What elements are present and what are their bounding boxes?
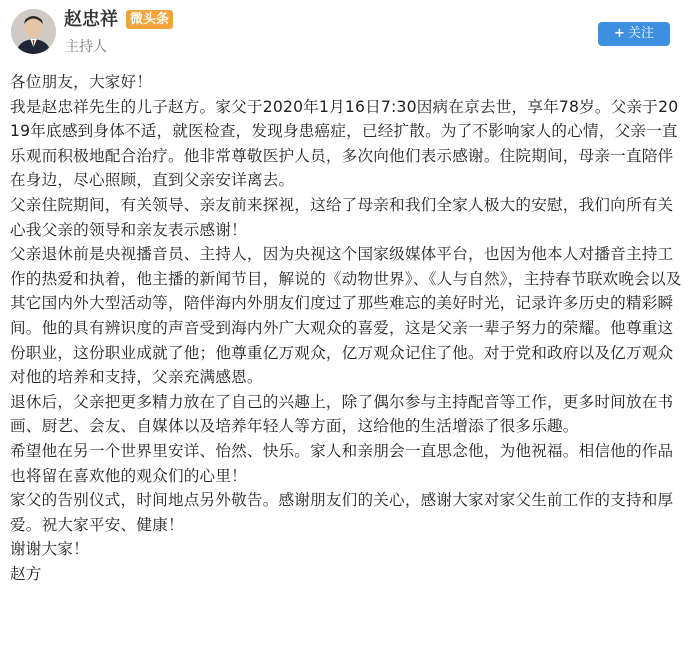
post-paragraph: 父亲住院期间，有关领导、亲友前来探视，这给了母亲和我们全家人极大的安慰，我们向所有关心我父亲的领导和亲友表示感谢！	[10, 195, 674, 239]
post-signature: 赵方	[10, 564, 42, 583]
weitoutiao-badge: 微头条	[126, 10, 173, 29]
avatar-portrait-icon	[11, 9, 56, 54]
post-paragraph: 家父的告别仪式，时间地点另外敬告。感谢朋友们的关心，感谢大家对家父生前工作的支持和厚爱。祝大家平安、健康！	[10, 491, 674, 534]
post-paragraph: 希望他在另一个世界里安详、怡然、快乐。家人和亲朋会一直思念他，为他祝福。相信他的作品也将留在喜欢他的观众们的心里！	[10, 441, 674, 485]
follow-label: 关注	[627, 26, 654, 41]
author-name[interactable]: 赵忠祥	[64, 9, 118, 30]
follow-button[interactable]	[598, 22, 670, 46]
author-role: 主持人	[65, 39, 107, 55]
plus-icon: +	[614, 26, 625, 41]
post-paragraph: 我是赵忠祥先生的儿子赵方。家父于2020年1月16日7:30因病在京去世，享年78岁。父亲于2019年底感到身体不适，就医检查，发现身患癌症，已经扩散。为了不影响家人的心情，父亲一直乐观而积极地配合治疗。他非常尊敬医护人员，多次向他们表示感谢。住院期间，母亲一直陪伴在身边，尽心照顾，直到父亲安详离去。	[10, 97, 679, 190]
post-content	[10, 70, 686, 586]
post-paragraph: 退休后，父亲把更多精力放在了自己的兴趣上，除了偶尔参与主持配音等工作，更多时间放在书画、厨艺、会友、自媒体以及培养年轻人等方面，这给他的生活增添了很多乐趣。	[10, 392, 674, 436]
post-paragraph: 父亲退休前是央视播音员、主持人，因为央视这个国家级媒体平台，也因为他本人对播音主持工作的热爱和执着，他主播的新闻节目，解说的《动物世界》、《人与自然》，主持春节联欢晚会以及其它国内外大型活动等，陪伴海内外朋友们度过了那些难忘的美好时光，记录许多历史的精彩瞬间。他的具有辨识度的声音受到海内外广大观众的喜爱，这是父亲一辈子努力的荣耀。他尊重这份职业，这份职业成就了他；他尊重亿万观众，亿万观众记住了他。对于党和政府以及亿万观众对他的培养和支持，父亲充满感恩。	[10, 245, 682, 387]
post-header	[0, 0, 692, 66]
avatar[interactable]	[11, 9, 56, 54]
post-paragraph: 各位朋友，大家好！	[10, 73, 153, 91]
post-paragraph: 谢谢大家！	[10, 540, 89, 559]
